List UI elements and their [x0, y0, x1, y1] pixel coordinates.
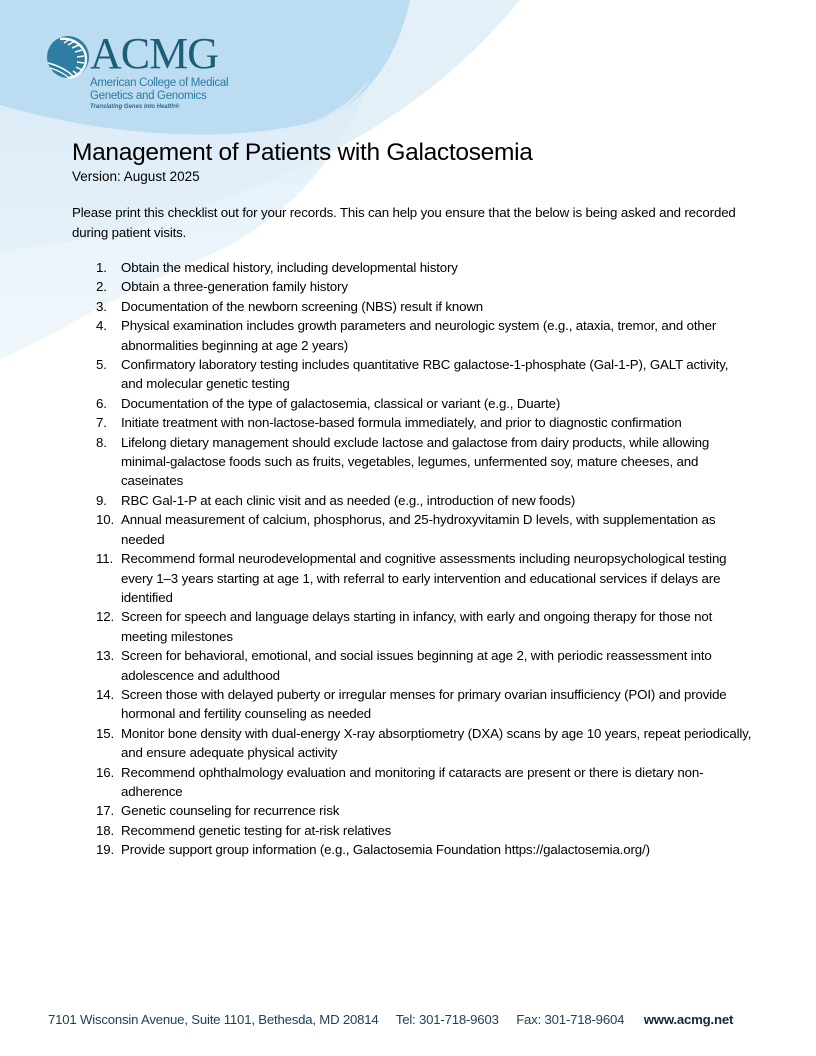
logo-tagline: Translating Genes Into Health® — [90, 104, 180, 110]
checklist-item — [96, 258, 752, 277]
checklist-item-text: Obtain the medical history, including developmental history — [121, 260, 458, 275]
checklist-item — [96, 510, 752, 549]
checklist-item — [96, 821, 752, 840]
dna-globe-icon — [46, 35, 90, 79]
checklist-item-text: Obtain a three-generation family history — [121, 279, 348, 295]
intro-paragraph: Please print this checklist out for your records. This can help you ensure that the below is being asked and recorded during patient visits. — [72, 205, 736, 240]
checklist-item — [96, 491, 752, 510]
checklist-item-text: Recommend ophthalmology evaluation and monitoring if cataracts are present or there is dietary non-adherence — [121, 764, 704, 799]
checklist-item-number: 17. — [96, 803, 115, 819]
checklist-item — [96, 277, 752, 296]
checklist-item-text: Confirmatory laboratory testing includes quantitative RBC galactose-1-phosphate (Gal-1-P), GALT activity, and molecular genetic testing — [121, 357, 729, 392]
checklist-item-text: Genetic counseling for recurrence risk — [121, 803, 340, 819]
checklist-item-text: Monitor bone density with dual-energy X-ray absorptiometry (DXA) scans by age 10 years, repeat periodically, and ensure adequate physical activity — [121, 725, 752, 761]
acmg-logo — [46, 29, 246, 115]
footer-address: 7101 Wisconsin Avenue, Suite 1101, Bethesda, MD 20814 — [48, 1012, 379, 1027]
checklist-item-text: Documentation of the type of galactosemia, classical or variant (e.g., Duarte) — [121, 395, 561, 411]
checklist — [72, 258, 752, 860]
checklist-item-text: Provide support group information (e.g., Galactosemia Foundation https://galactosemia.org/) — [121, 842, 650, 858]
checklist-item-number: 18. — [96, 822, 115, 838]
checklist-item-text: RBC Gal-1-P at each clinic visit and as needed (e.g., introduction of new foods) — [121, 492, 576, 508]
checklist-item-number: 5. — [96, 357, 107, 373]
checklist-item — [96, 724, 752, 763]
checklist-item — [96, 607, 752, 646]
footer-contact — [48, 1012, 733, 1027]
checklist-item-number: 1. — [96, 260, 107, 275]
logo-org-line1: American College of Medical — [90, 77, 229, 89]
checklist-item-text: Screen those with delayed puberty or irregular menses for primary ovarian insufficiency (POI) and provide hormonal and fertility counseling as needed — [121, 686, 727, 722]
checklist-item-number: 14. — [96, 686, 115, 702]
checklist-item-number: 15. — [96, 725, 115, 741]
checklist-item-number: 13. — [96, 648, 115, 664]
checklist-item — [96, 646, 752, 685]
checklist-item-number: 11. — [96, 551, 114, 567]
checklist-item-number: 9. — [96, 492, 107, 508]
checklist-item-text: Lifelong dietary management should exclude lactose and galactose from dairy products, while allowing minimal-galactose foods such as fruits, vegetables, legumes, unfermented soy, mature cheeses, and caseinates — [121, 434, 710, 489]
checklist-item-number: 6. — [96, 395, 107, 411]
checklist-item — [96, 685, 752, 724]
checklist-item-number: 3. — [96, 298, 107, 314]
footer-telephone: Tel: 301-718-9603 — [395, 1012, 499, 1027]
checklist-item-number: 10. — [96, 512, 115, 528]
checklist-item-text: Documentation of the newborn screening (NBS) result if known — [121, 298, 484, 314]
checklist-item-number: 12. — [96, 609, 115, 625]
document-title: Management of Patients with Galactosemia — [72, 139, 533, 166]
checklist-item — [96, 316, 752, 355]
checklist-item-number: 19. — [96, 842, 115, 858]
checklist-item — [96, 549, 752, 607]
footer-fax: Fax: 301-718-9604 — [516, 1012, 625, 1027]
checklist-item-number: 16. — [96, 764, 115, 780]
checklist-item-text: Screen for speech and language delays starting in infancy, with early and ongoing therapy for those not meeting milestones — [121, 609, 713, 644]
checklist-item-number: 4. — [96, 318, 107, 334]
checklist-item-text: Screen for behavioral, emotional, and social issues beginning at age 2, with periodic reassessment into adolescence and adulthood — [121, 648, 712, 683]
checklist-item — [96, 763, 752, 802]
checklist-item-text: Recommend formal neurodevelopmental and cognitive assessments including neuropsychological testing every 1–3 years starting at age 1, with referral to early intervention and educational services if delays are identified — [121, 551, 727, 605]
checklist-item-text: Initiate treatment with non-lactose-based formula immediately, and prior to diagnostic confirmation — [121, 415, 682, 431]
checklist-item-number: 2. — [96, 279, 107, 295]
logo-org-line2: Genetics and Genomics — [90, 89, 207, 102]
checklist-item-text: Annual measurement of calcium, phosphorus, and 25-hydroxyvitamin D levels, with supplementation as needed — [121, 512, 716, 547]
checklist-item — [96, 433, 752, 491]
footer-website-link[interactable]: www.acmg.net — [643, 1012, 734, 1027]
logo-wordmark: ACMG — [90, 29, 219, 78]
checklist-item — [96, 801, 752, 820]
checklist-item — [96, 394, 752, 413]
checklist-item — [96, 413, 752, 432]
checklist-item-number: 8. — [96, 434, 107, 450]
checklist-item — [96, 840, 752, 859]
checklist-item — [96, 355, 752, 394]
checklist-item-number: 7. — [96, 415, 107, 431]
document-version: Version: August 2025 — [72, 169, 200, 184]
checklist-item — [96, 297, 752, 316]
logo-organization-name — [90, 77, 228, 102]
document-body — [72, 138, 752, 860]
checklist-item-text: Physical examination includes growth parameters and neurologic system (e.g., ataxia, tremor, and other abnormalities beginning at age 2 years) — [121, 318, 717, 353]
checklist-item-text: Recommend genetic testing for at-risk relatives — [121, 822, 392, 838]
